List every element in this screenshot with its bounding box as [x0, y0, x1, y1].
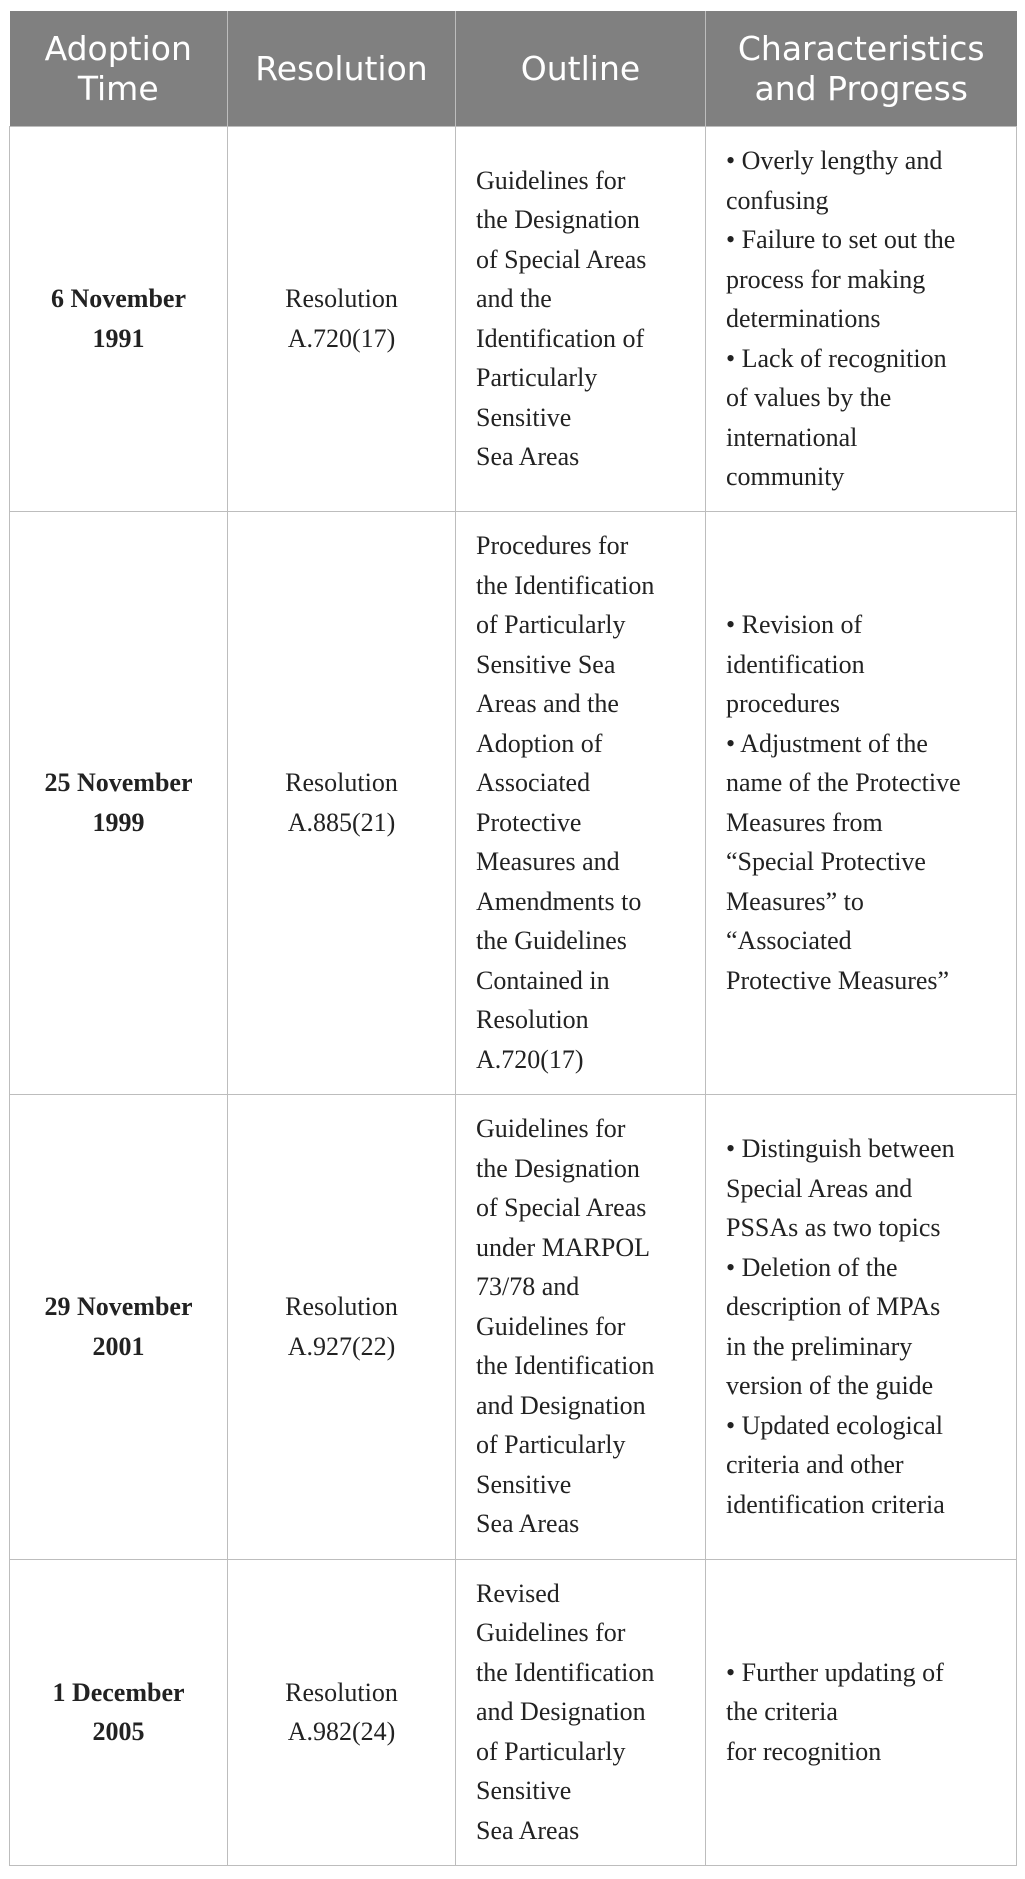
cell-line: of Special Areas [476, 244, 647, 274]
cell-line: identification [726, 649, 865, 679]
cell-line: the criteria [726, 1697, 838, 1727]
cell-line: Measures from [726, 807, 883, 837]
adoption-time-cell [10, 511, 228, 1094]
cell-line: • Updated ecological [726, 1410, 944, 1440]
cell-line: Sea Areas [476, 1815, 580, 1845]
table-row [10, 1094, 1017, 1559]
header-line: and Progress [754, 68, 968, 108]
outline-cell [456, 1094, 706, 1559]
cell-line: Protective Measures” [726, 965, 950, 995]
cell-line: Sea Areas [476, 1509, 580, 1539]
cell-line: • Failure to set out the [726, 225, 956, 254]
cell-line: A.927(22) [287, 1331, 396, 1361]
outline-cell [456, 511, 706, 1094]
outline-cell [456, 127, 706, 512]
bullet-item [726, 1406, 998, 1525]
cell-line: Identification of [476, 323, 645, 353]
resolution-cell [228, 1559, 456, 1865]
header-line: Outline [520, 48, 641, 88]
cell-line: “Special Protective [726, 847, 926, 876]
cell-line: 2005 [92, 1717, 145, 1746]
adoption-time-cell [10, 1559, 228, 1865]
cell-line: Resolution [285, 768, 398, 797]
cell-line: 1991 [92, 323, 145, 353]
cell-line: Guidelines for [476, 165, 626, 195]
bullet-item [726, 1248, 998, 1406]
header-row [10, 11, 1017, 127]
resolution-cell [228, 511, 456, 1094]
cell-line: Sensitive [476, 402, 572, 432]
cell-line: description of MPAs [726, 1292, 941, 1321]
bullet-list [726, 141, 998, 497]
cell-line: A.720(17) [287, 323, 396, 353]
header-line: Resolution [255, 48, 428, 88]
cell-line: version of the guide [726, 1371, 934, 1400]
cell-line: of Particularly [476, 1430, 626, 1460]
cell-line: Sensitive [476, 1776, 572, 1806]
cell-line: Guidelines for [476, 1311, 626, 1341]
header-line: Time [77, 68, 159, 108]
cell-line: • Distinguish between [726, 1134, 955, 1163]
cell-line: and Designation [476, 1390, 646, 1420]
cell-line: “Associated [726, 926, 852, 955]
cell-line: Revised [476, 1578, 560, 1608]
cell-line: A.885(21) [287, 807, 396, 837]
cell-line: 2001 [92, 1331, 145, 1361]
cell-line: criteria and other [726, 1450, 904, 1479]
cell-line: 6 November [50, 284, 186, 314]
cell-line: community [726, 462, 845, 491]
cell-line: and Designation [476, 1697, 646, 1727]
header-line: Characteristics [737, 28, 985, 68]
cell-line: Areas and the [476, 689, 619, 718]
bullet-item [726, 724, 998, 1001]
cell-line: • Revision of [726, 610, 863, 639]
cell-line: process for making [726, 264, 926, 294]
cell-line: Measures and [476, 847, 620, 876]
cell-line: 25 November [44, 768, 193, 797]
cell-line: 73/78 and [476, 1272, 580, 1302]
cell-line: Guidelines for [476, 1114, 626, 1144]
adoption-time-cell [10, 1094, 228, 1559]
cell-line: identification criteria [726, 1489, 945, 1519]
header-resolution [228, 11, 456, 127]
cell-line: Resolution [285, 1677, 398, 1707]
cell-line: • Further updating of [726, 1657, 944, 1687]
cell-line: Sea Areas [476, 442, 580, 472]
cell-line: Particularly [476, 363, 598, 393]
cell-line: • Lack of recognition [726, 343, 947, 373]
cell-line: the Designation [476, 205, 640, 235]
cell-line: PSSAs as two topics [726, 1213, 941, 1242]
characteristics-cell [706, 1094, 1017, 1559]
cell-line: 1 December [52, 1677, 185, 1707]
bullet-list [726, 1129, 998, 1524]
cell-line: Sensitive [476, 1469, 572, 1499]
cell-line: Sensitive Sea [476, 649, 616, 679]
header-line: Adoption [44, 28, 192, 68]
cell-line: A.720(17) [476, 1044, 584, 1074]
cell-line: Resolution [476, 1005, 589, 1034]
cell-line: confusing [726, 185, 829, 215]
bullet-item [726, 1653, 998, 1772]
bullet-item [726, 605, 998, 724]
cell-line: of Particularly [476, 610, 626, 639]
table-body [10, 127, 1017, 1866]
cell-line: procedures [726, 689, 841, 718]
bullet-item [726, 1129, 998, 1248]
header-characteristics [706, 11, 1017, 127]
resolutions-table [9, 11, 1017, 1866]
cell-line: the Identification [476, 1351, 655, 1381]
table-header [10, 11, 1017, 127]
bullet-list [726, 1653, 998, 1772]
cell-line: Measures” to [726, 886, 864, 916]
cell-line: Resolution [285, 1292, 398, 1321]
cell-line: • Deletion of the [726, 1252, 898, 1282]
bullet-item [726, 339, 998, 497]
bullet-item [726, 220, 998, 339]
table-row [10, 511, 1017, 1094]
characteristics-cell [706, 511, 1017, 1094]
cell-line: Amendments to [476, 886, 642, 916]
cell-line: the Identification [476, 1657, 655, 1687]
cell-line: Protective [476, 807, 582, 837]
table-row [10, 127, 1017, 512]
cell-line: 1999 [92, 807, 145, 837]
cell-line: and the [476, 284, 552, 314]
resolution-cell [228, 127, 456, 512]
adoption-time-cell [10, 127, 228, 512]
cell-line: • Overly lengthy and [726, 146, 943, 175]
cell-line: name of the Protective [726, 768, 961, 797]
cell-line: Associated [476, 768, 591, 797]
cell-line: under MARPOL [476, 1232, 651, 1262]
cell-line: Guidelines for [476, 1618, 626, 1648]
cell-line: 29 November [44, 1292, 193, 1321]
cell-line: the Designation [476, 1153, 640, 1183]
cell-line: Adoption of [476, 728, 603, 758]
cell-line: of values by the [726, 383, 892, 412]
cell-line: Resolution [285, 284, 398, 314]
characteristics-cell [706, 127, 1017, 512]
cell-line: Procedures for [476, 531, 629, 560]
table-row [10, 1559, 1017, 1865]
cell-line: the Guidelines [476, 926, 627, 955]
cell-line: of Particularly [476, 1736, 626, 1766]
header-outline [456, 11, 706, 127]
resolution-cell [228, 1094, 456, 1559]
characteristics-cell [706, 1559, 1017, 1865]
outline-cell [456, 1559, 706, 1865]
cell-line: international [726, 422, 858, 452]
header-adoption-time [10, 11, 228, 127]
cell-line: for recognition [726, 1736, 882, 1766]
cell-line: of Special Areas [476, 1193, 647, 1223]
cell-line: A.982(24) [287, 1717, 396, 1746]
cell-line: Contained in [476, 965, 610, 995]
cell-line: • Adjustment of the [726, 728, 928, 758]
cell-line: Special Areas and [726, 1173, 913, 1203]
cell-line: determinations [726, 304, 881, 333]
cell-line: in the preliminary [726, 1331, 913, 1361]
bullet-item [726, 141, 998, 220]
bullet-list [726, 605, 998, 1000]
cell-line: the Identification [476, 570, 655, 600]
